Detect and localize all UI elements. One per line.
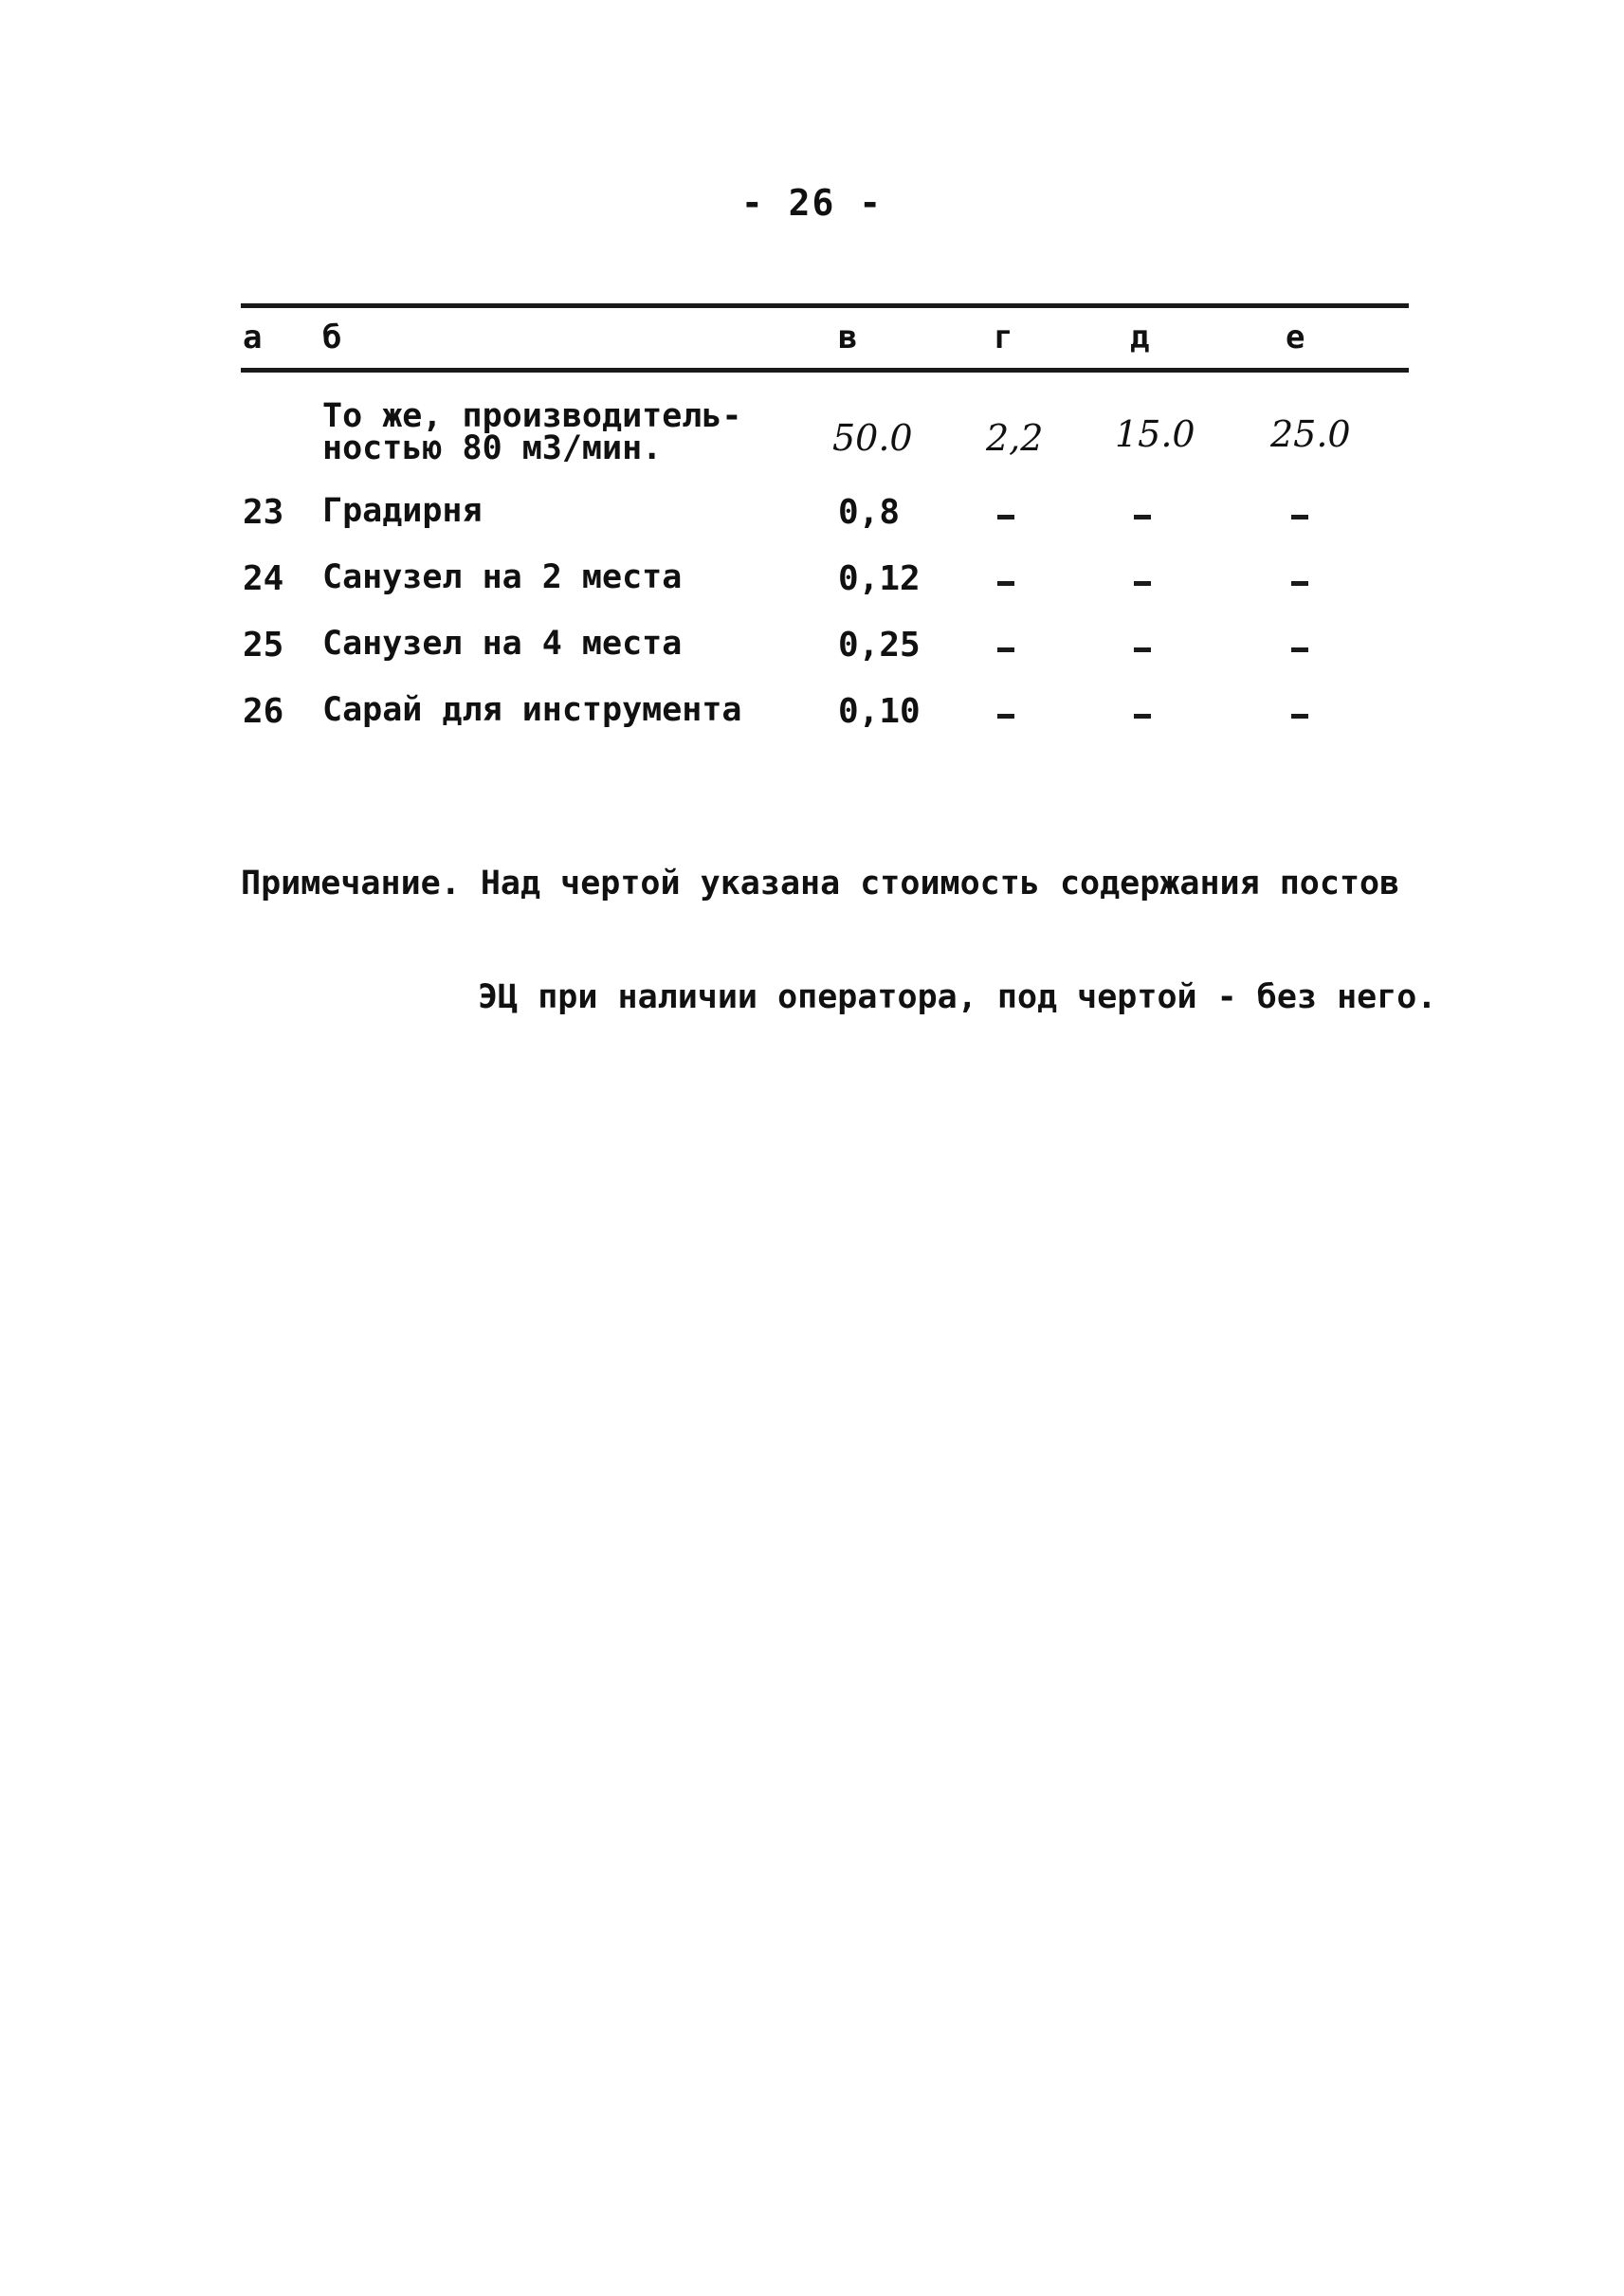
row-dash-d — [1134, 647, 1151, 652]
row-name: Санузел на 4 места — [322, 625, 683, 663]
row-dash-e — [1291, 515, 1308, 519]
row-name: Сарай для инструмента — [322, 691, 742, 729]
row-dash-g — [997, 714, 1014, 719]
header-col-a: а — [243, 319, 263, 356]
note-line-2: ЭЦ при наличии оператора, под чертой - без него. — [478, 978, 1437, 1016]
row-number: 23 — [243, 493, 284, 532]
row-value-v: 0,8 — [838, 493, 901, 532]
row-number: 26 — [243, 692, 284, 731]
row-name-line1: То же, производитель- — [322, 397, 742, 435]
row-number: 24 — [243, 559, 284, 598]
row-name: Градирня — [322, 492, 483, 530]
row-name-line2: ностью 80 м3/мин. — [322, 429, 663, 467]
row-value-g: 2,2 — [986, 417, 1044, 459]
row-dash-d — [1134, 581, 1151, 586]
row-dash-g — [997, 581, 1014, 586]
row-value-d: 15.0 — [1115, 413, 1195, 455]
row-number: 25 — [243, 626, 284, 665]
header-col-v: в — [838, 319, 858, 356]
row-value-v: 0,10 — [838, 692, 921, 731]
row-value-v: 0,25 — [838, 626, 921, 665]
header-col-d: д — [1130, 319, 1150, 356]
header-col-e: е — [1286, 319, 1305, 356]
row-dash-g — [997, 647, 1014, 652]
header-col-g: г — [994, 319, 1013, 356]
row-dash-e — [1291, 581, 1308, 586]
row-name: Санузел на 2 места — [322, 558, 683, 596]
row-dash-d — [1134, 515, 1151, 519]
row-dash-e — [1291, 714, 1308, 719]
row-value-v: 50.0 — [832, 417, 913, 459]
table-top-rule — [241, 303, 1409, 308]
note-line-1: Примечание. Над чертой указана стоимость содержания постов — [241, 865, 1400, 902]
row-dash-e — [1291, 647, 1308, 652]
row-value-e: 25.0 — [1270, 413, 1351, 455]
table-note — [241, 789, 1436, 1092]
header-col-b: б — [322, 319, 342, 356]
page-number: - 26 - — [740, 182, 884, 224]
row-dash-g — [997, 515, 1014, 519]
table-header-rule — [241, 368, 1409, 373]
row-dash-d — [1134, 714, 1151, 719]
row-value-v: 0,12 — [838, 559, 921, 598]
